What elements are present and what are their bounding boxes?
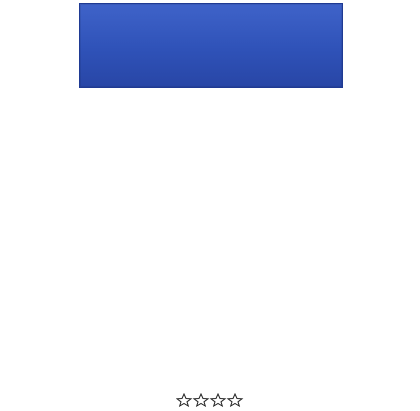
article-line xyxy=(2,254,418,274)
article-line xyxy=(2,354,418,374)
article-line xyxy=(2,274,418,294)
article-line xyxy=(2,194,418,214)
star-icon xyxy=(177,394,191,406)
star-icon xyxy=(211,394,225,406)
article-line xyxy=(2,134,418,154)
article-line xyxy=(2,374,418,394)
article-line xyxy=(2,334,418,354)
article-line xyxy=(2,174,418,194)
article-line xyxy=(2,234,418,254)
headline-box xyxy=(79,3,343,88)
headline-line-2 xyxy=(88,46,334,80)
article-line xyxy=(2,154,418,174)
article-line xyxy=(2,314,418,334)
article-line xyxy=(2,214,418,234)
article-body xyxy=(2,94,418,384)
article-line xyxy=(2,294,418,314)
star-ornament xyxy=(176,393,246,407)
headline-line-1 xyxy=(88,10,334,44)
article-line xyxy=(2,94,418,114)
article-line xyxy=(2,114,418,134)
star-icon xyxy=(228,394,242,406)
star-icon xyxy=(194,394,208,406)
